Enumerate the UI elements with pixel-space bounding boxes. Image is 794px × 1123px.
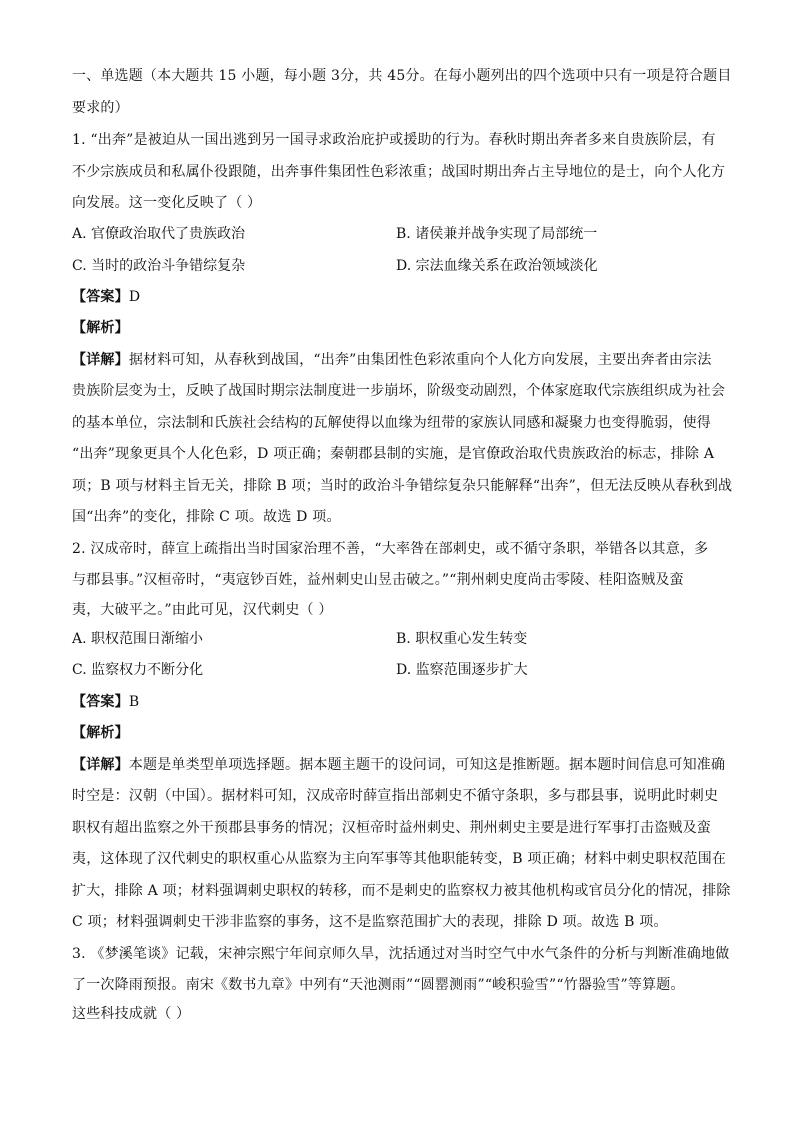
q2-detail-line-4: 夷，这体现了汉代刺史的职权重心从监察为主向军事等其他职能转变，B 项正确；材料中刺史职权范围在 [72,851,727,867]
q2-detail-text-1: 本题是单类型单项选择题。据本题主题干的设问词，可知这是推断题。据本题时间信息可知准确 [128,757,726,773]
q1-option-b: B. 诸侯兼并战争实现了局部统一 [396,226,598,242]
q3-stem-line-3: 这些科技成就（ ） [72,1006,191,1022]
q3-stem-line-1: 3. 《梦溪笔谈》记载，宋神宗熙宁年间京师久旱，沈括通过对当时空气中水气条件的分析与判断准确地做 [72,946,730,962]
q2-stem-line-2: 与郡县事。”汉桓帝时，“夷寇钞百姓，益州刺史山昱击破之。”“荆州刺史度尚击零陵、桂阳盗贼及蛮 [72,572,684,588]
q1-option-c: C. 当时的政治斗争错综复杂 [72,258,246,274]
q2-answer: B [128,694,140,710]
q2-detail-line-5: 扩大，排除 A 项；材料强调刺史职权的转移，而不是刺史的监察权力被其他机构或官员分化的情况，排除 [72,883,731,899]
q1-stem-line-3: 向发展。这一变化反映了（ ） [72,195,262,211]
section-header-line-1: 一、单选题（本大题共 15 小题，每小题 3分，共 45分。在每小题列出的四个选项中只有一项是符合题目 [72,68,732,84]
q1-stem-line-2: 不少宗族成员和私属仆役跟随，出奔事件集团性色彩浓重；战国时期出奔占主导地位的是士，向个人化方 [72,164,726,180]
q2-detail-line-3: 职权有超出监察之外干预郡县事务的情况；汉桓帝时益州刺史、荆州刺史主要是进行军事打击盗贼及蛮 [72,820,711,836]
q1-option-a: A. 官僚政治取代了贵族政治 [72,226,246,242]
q2-detail-line-1 [72,755,732,775]
q1-detail-tag: 【详解】 [72,352,129,368]
q1-analysis-label: 【解析】 [72,320,129,336]
q1-answer: D [128,289,141,305]
q2-option-d: D. 监察范围逐步扩大 [396,662,528,678]
q1-answer-tag: 【答案】 [72,289,129,305]
q3-stem-line-2: 了一次降雨预报。南宋《数书九章》中列有“天池测雨”“圆罂测雨”“峻积验雪”“竹器验雪”等算题。 [72,977,685,993]
q2-option-c: C. 监察权力不断分化 [72,662,204,678]
q1-detail-line-6: 国“出奔”的变化，排除 C 项。故选 D 项。 [72,509,341,525]
q2-detail-tag: 【详解】 [72,757,129,773]
q1-answer-line [72,287,732,307]
q1-detail-line-4: “出奔”现象更具个人化色彩，D 项正确；秦朝郡县制的实施，是官僚政治取代贵族政治的标志，排除 A [72,446,715,462]
q2-analysis-label: 【解析】 [72,725,129,741]
q2-detail-line-2: 时空是：汉朝（中国）。据材料可知，汉成帝时薛宣指出部刺史不循守条职，多与郡县事，说明此时刺史 [72,788,719,804]
section-header-line-2: 要求的） [72,100,129,116]
q2-stem-line-1: 2. 汉成帝时，薛宣上疏指出当时国家治理不善，“大率咎在部刺史，或不循守条职，举错各以其意，多 [72,541,709,557]
q1-detail-line-1 [72,350,732,370]
q2-option-b: B. 职权重心发生转变 [396,631,528,647]
q1-detail-line-5: 项；B 项与材料主旨无关，排除 B 项；当时的政治斗争错综复杂只能解释“出奔”，但无法反映从春秋到战 [72,478,733,494]
q1-detail-line-2: 贵族阶层变为士，反映了战国时期宗法制度进一步崩坏，阶级变动剧烈，个体家庭取代宗族组织成为社会 [72,383,726,399]
q2-stem-line-3: 夷，大破平之。”由此可见，汉代刺史（ ） [72,602,333,618]
q1-detail-line-3: 的基本单位，宗法制和氏族社会结构的瓦解使得以血缘为纽带的家族认同感和凝聚力也变得脆弱，使得 [72,415,711,431]
q2-detail-line-6: C 项；材料强调刺史干涉非监察的事务，这不是监察范围扩大的表现，排除 D 项。故选 B 项。 [72,914,668,930]
q2-answer-tag: 【答案】 [72,694,129,710]
q2-answer-line [72,692,732,712]
q1-detail-text-1: 据材料可知，从春秋到战国，“出奔”由集团性色彩浓重向个人化方向发展，主要出奔者由宗法 [128,352,712,368]
q2-option-a: A. 职权范围日渐缩小 [72,631,204,647]
q1-option-d: D. 宗法血缘关系在政治领域淡化 [396,258,598,274]
q1-stem-line-1: 1. “出奔”是被迫从一国出逃到另一国寻求政治庇护或援助的行为。春秋时期出奔者多来自贵族阶层，有 [72,132,716,148]
